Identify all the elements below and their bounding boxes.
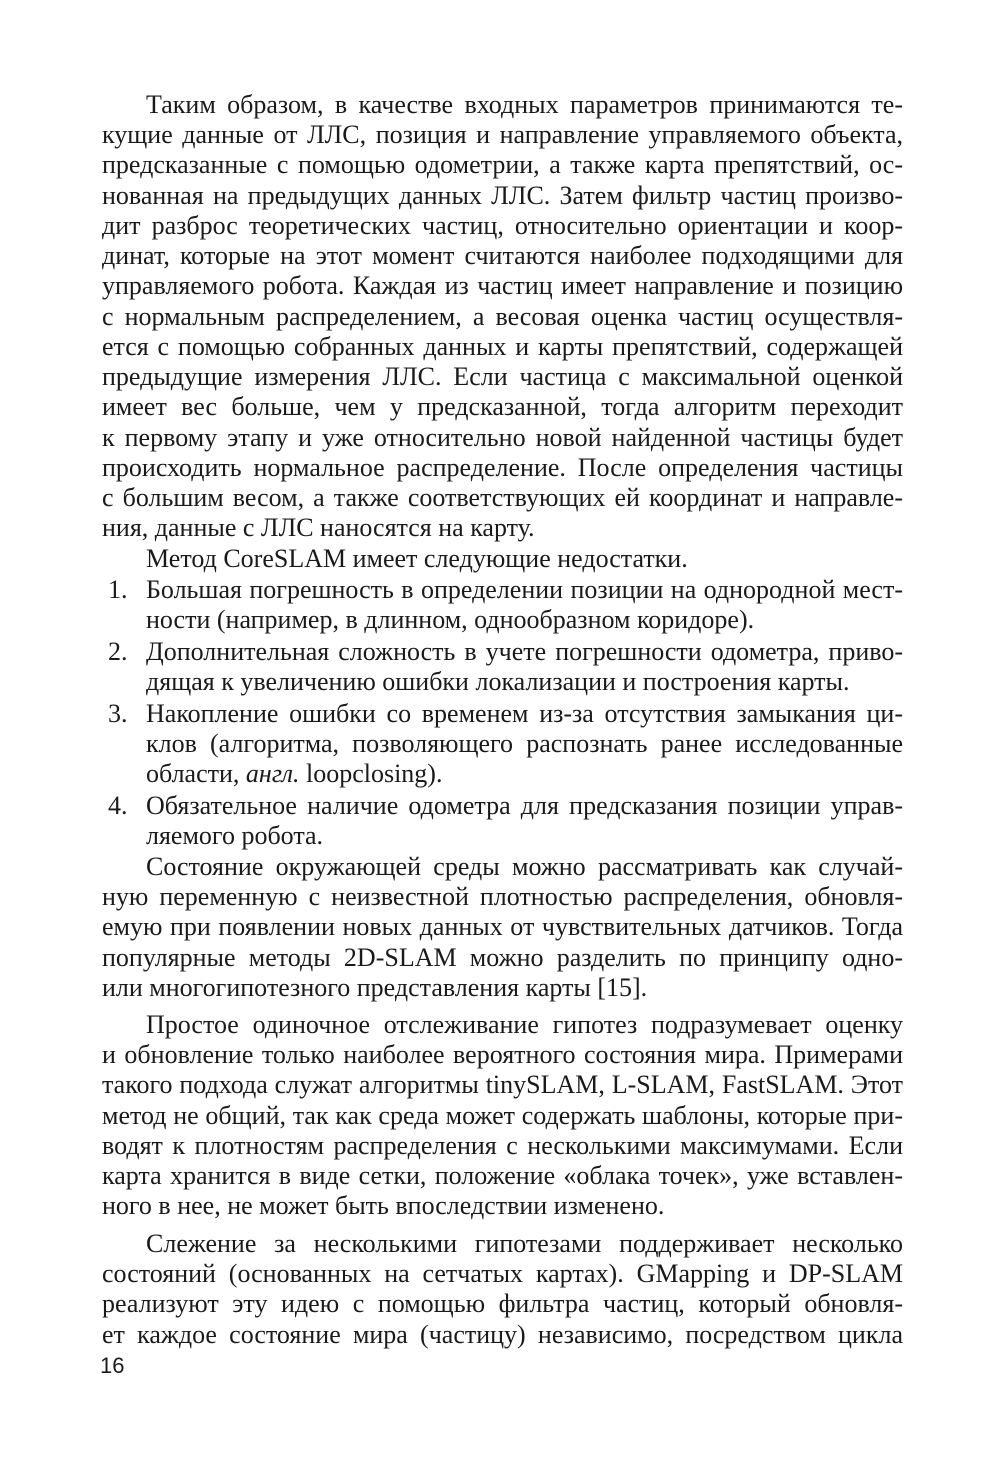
text-line: Слежение за несколькими гипотезами поддерживает несколько <box>146 1229 903 1258</box>
text-line: ную переменную с неизвестной плотностью распределения, обновля- <box>102 882 903 911</box>
text-line: Накопление ошибки со временем из-за отсутствия замыкания ци- <box>146 699 903 728</box>
list-number: 1. <box>108 575 128 604</box>
text-line: кущие данные от ЛЛС, позиция и направление управляемого объекта, <box>102 120 903 149</box>
text-line: клов (алгоритма, позволяющего распознать ранее исследованные <box>146 729 903 758</box>
list-number: 2. <box>108 637 128 666</box>
text-line: карта хранится в виде сетки, положение «облака точек», уже вставлен- <box>102 1161 903 1190</box>
text-line: управляемого робота. Каждая из частиц имеет направление и позицию <box>102 271 903 300</box>
text-line: метод не общий, так как среда может содержать шаблоны, которые при- <box>102 1101 903 1130</box>
text-line: нованная на предыдущих данных ЛЛС. Затем фильтр частиц произво- <box>102 181 903 210</box>
text-line: ного в нее, не может быть впоследствии изменено. <box>102 1191 665 1220</box>
text-line: предыдущие измерения ЛЛС. Если частица с максимальной оценкой <box>102 362 903 391</box>
list-number: 3. <box>108 699 128 728</box>
text-line: с большим весом, а также соответствующих ей координат и направле- <box>102 483 903 512</box>
text-line: Метод CoreSLAM имеет следующие недостатки. <box>146 544 688 573</box>
text-line: с нормальным распределением, а весовая оценка частиц осуществля- <box>102 302 903 331</box>
text-line: имеет вес больше, чем у предсказанной, тогда алгоритм переходит <box>102 392 903 421</box>
text-line: Простое одиночное отслеживание гипотез подразумевает оценку <box>146 1010 903 1039</box>
text-line: к первому этапу и уже относительно новой найденной частицы будет <box>102 423 903 452</box>
text-line: состояний (основанных на сетчатых картах). GMapping и DP-SLAM <box>102 1259 903 1288</box>
text-line: предсказанные с помощью одометрии, а также карта препятствий, ос- <box>102 150 903 179</box>
text-line: ния, данные с ЛЛС наносятся на карту. <box>102 513 535 542</box>
text-line: Большая погрешность в определении позиции на однородной мест- <box>146 575 903 604</box>
text-line: реализуют эту идею с помощью фильтра частиц, который обновля- <box>102 1289 903 1318</box>
text-line: динат, которые на этот момент считаются наиболее подходящими для <box>102 241 903 270</box>
list-number: 4. <box>108 791 128 820</box>
text-line: Состояние окружающей среды можно рассматривать как случай- <box>146 852 903 881</box>
text-span: области, <box>146 759 246 788</box>
italic-abbreviation: англ. <box>245 759 300 788</box>
text-line: Дополнительная сложность в учете погрешности одометра, приво- <box>146 637 903 666</box>
text-line: ляемого робота. <box>146 821 324 850</box>
text-line: ет каждое состояние мира (частицу) независимо, посредством цикла <box>102 1320 903 1349</box>
text-line: популярные методы 2D-SLAM можно разделить по принципу одно- <box>102 943 903 972</box>
text-line: водят к плотностям распределения с несколькими максимумами. Если <box>102 1131 903 1160</box>
page-number: 16 <box>100 1353 125 1378</box>
text-line: Обязательное наличие одометра для предсказания позиции управ- <box>146 791 903 820</box>
text-line: и обновление только наиболее вероятного состояния мира. Примерами <box>102 1040 903 1069</box>
text-line: такого подхода служат алгоритмы tinySLAM, L-SLAM, FastSLAM. Этот <box>102 1070 903 1099</box>
text-span: loopclosing). <box>299 759 443 788</box>
text-line: ности (например, в длинном, однообразном коридоре). <box>146 605 755 634</box>
text-line: емую при появлении новых данных от чувствительных датчиков. Тогда <box>102 912 903 941</box>
text-line: дящая к увеличению ошибки локализации и построения карты. <box>146 667 850 696</box>
text-line: происходить нормальное распределение. После определения частицы <box>102 453 903 482</box>
text-line <box>146 759 903 789</box>
text-line: дит разброс теоретических частиц, относительно ориентации и коор- <box>102 211 903 240</box>
text-line: или многогипотезного представления карты [15]. <box>102 973 648 1002</box>
text-line: Таким образом, в качестве входных параметров принимаются те- <box>146 90 903 119</box>
text-line: ется с помощью собранных данных и карты препятствий, содержащей <box>102 332 903 361</box>
